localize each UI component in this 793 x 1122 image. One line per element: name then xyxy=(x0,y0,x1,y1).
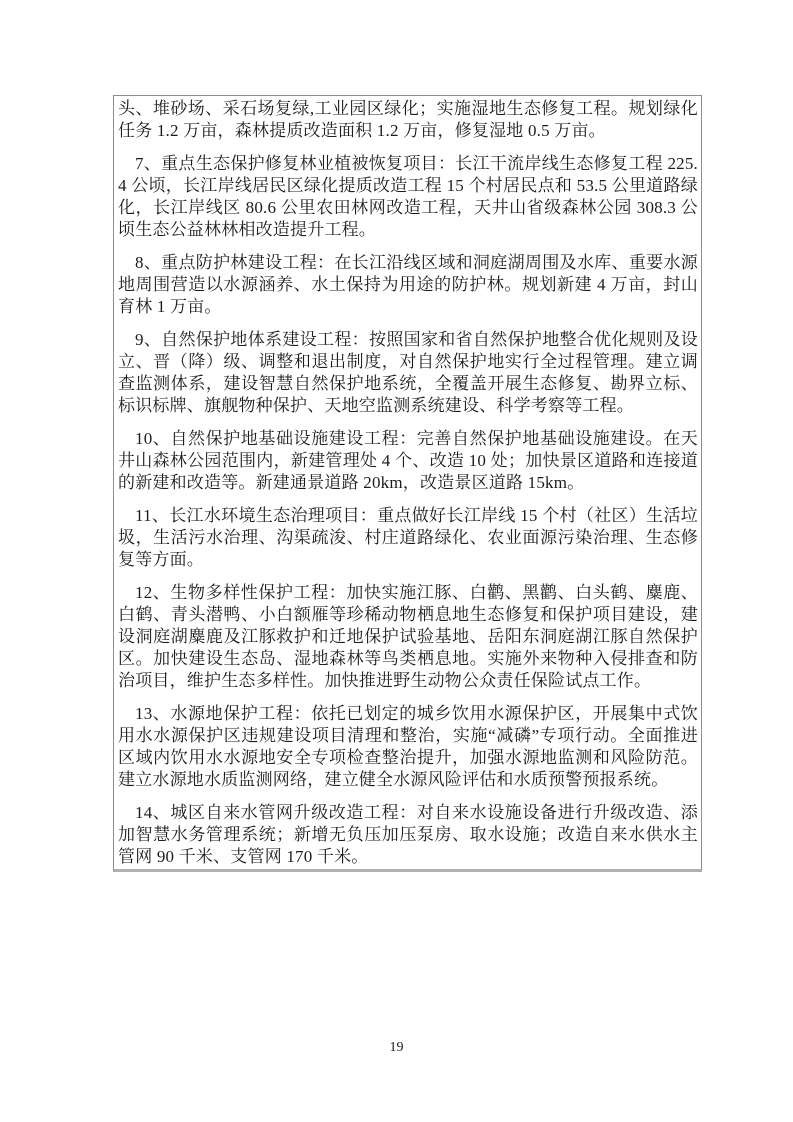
paragraph-item-8: 8、重点防护林建设工程：在长江沿线区域和洞庭湖周围及水库、重要水源地周围营造以水源涵养、水土保持为用途的防护林。规划新建 4 万亩，封山育林 1 万亩。 xyxy=(118,253,698,316)
paragraph-item-14: 14、城区自来水管网升级改造工程：对自来水设施设备进行升级改造、添加智慧水务管理系统；新增无负压加压泵房、取水设施；改造自来水供水主管网 90 千米、支管网 170 千米。 xyxy=(118,803,698,866)
paragraph-item-12: 12、生物多样性保护工程：加快实施江豚、白鹳、黑鹳、白头鹤、麋鹿、白鹤、青头潜鸭、小白额雁等珍稀动物栖息地生态修复和保护项目建设，建设洞庭湖麋鹿及江豚救护和迁地保护试验基地、岳阳东洞庭湖江豚自然保护区。加快建设生态岛、湿地森林等鸟类栖息地。实施外来物种入侵排查和防治项目，维护生态多样性。加快推进野生动物公众责任保险试点工作。 xyxy=(118,583,698,690)
paragraph-item-13: 13、水源地保护工程：依托已划定的城乡饮用水源保护区，开展集中式饮用水水源保护区违规建设项目清理和整治，实施“减磷”专项行动。全面推进区域内饮用水水源地安全专项检查整治提升，加强水源地监测和风险防范。建立水源地水质监测网络，建立健全水源风险评估和水质预警预报系统。 xyxy=(118,704,698,789)
paragraph-item-7: 7、重点生态保护修复林业植被恢复项目：长江干流岸线生态修复工程 225.4 公顷，长江岸线居民区绿化提质改造工程 15 个村居民点和 53.5 公里道路绿化，长江岸线区 80.6 公里农田林网改造工程，天井山省级森林公园 308.3 公顷生态公益林林相改造提升工程。 xyxy=(118,154,698,239)
page-footer xyxy=(0,1040,793,1056)
paragraph-item-9: 9、自然保护地体系建设工程：按照国家和省自然保护地整合优化规则及设立、晋（降）级、调整和退出制度，对自然保护地实行全过程管理。建立调查监测体系，建设智慧自然保护地系统，全覆盖开展生态修复、勘界立标、标识标牌、旗舰物种保护、天地空监测系统建设、科学考察等工程。 xyxy=(118,330,698,415)
paragraph-item-11: 11、长江水环境生态治理项目：重点做好长江岸线 15 个村（社区）生活垃圾，生活污水治理、沟渠疏浚、村庄道路绿化、农业面源污染治理、生态修复等方面。 xyxy=(118,506,698,569)
paragraph-continuation: 头、堆砂场、采石场复绿,工业园区绿化；实施湿地生态修复工程。规划绿化任务 1.2 万亩，森林提质改造面积 1.2 万亩，修复湿地 0.5 万亩。 xyxy=(118,99,698,140)
document-table-cell xyxy=(113,95,702,872)
page-number: 19 xyxy=(389,1040,404,1055)
paragraph-item-10: 10、自然保护地基础设施建设工程：完善自然保护地基础设施建设。在天井山森林公园范围内，新建管理处 4 个、改造 10 处；加快景区道路和连接道的新建和改造等。新建通景道路 20km，改造景区道路 15km。 xyxy=(118,429,698,492)
